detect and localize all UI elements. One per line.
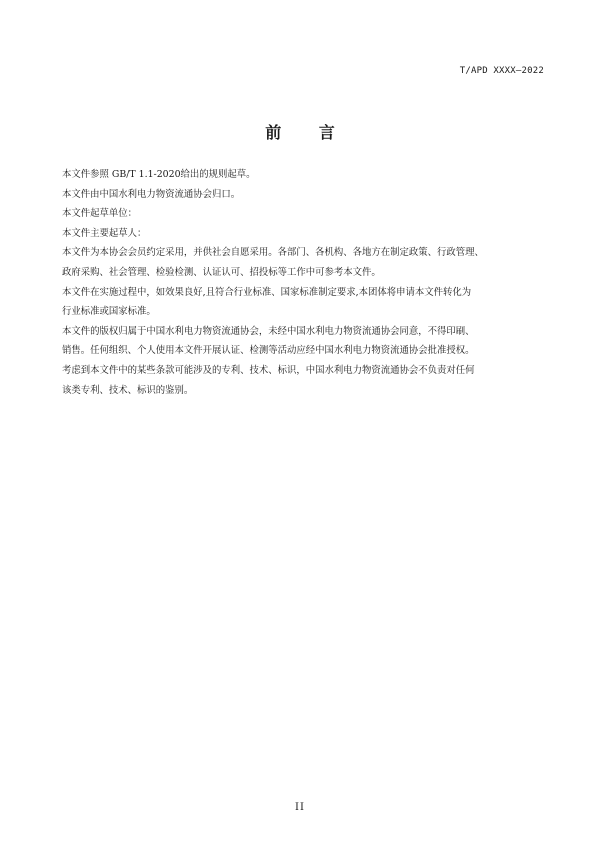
foreword-body <box>62 165 546 400</box>
paragraph-main-drafters <box>62 224 546 244</box>
text-line: 行业标准或国家标准。 <box>62 306 156 318</box>
text-line: 本文件主要起草人： <box>62 227 147 239</box>
text-line: 政府采购、社会管理、检验检测、认证认可、招投标等工作中可参考本文件。 <box>62 266 381 278</box>
text-line: 本文件由中国水利电力物资流通协会归口。 <box>62 188 241 200</box>
text-line: 该类专利、技术、标识的鉴别。 <box>62 384 194 396</box>
paragraph-centralized-by <box>62 185 546 205</box>
paragraph-drafting-rules <box>62 165 546 185</box>
paragraph-implementation <box>62 283 546 322</box>
text-line: 本文件起草单位： <box>62 208 138 220</box>
text-line: 考虑到本文件中的某些条款可能涉及的专利、技术、标识，中国水利电力物资流通协会不负责对任何 <box>62 364 475 376</box>
paragraph-copyright <box>62 322 546 361</box>
text-line: 本文件的版权归属于中国水利电力物资流通协会，未经中国水利电力物资流通协会同意，不得印刷、 <box>62 325 475 337</box>
text-line: 销售。任何组织、个人使用本文件开展认证、检测等活动应经中国水利电力物资流通协会批准授权。 <box>62 345 475 357</box>
paragraph-drafting-units <box>62 204 546 224</box>
text-line: 本文件参照 GB/T 1.1-2020给出的规则起草。 <box>62 169 256 180</box>
page-title: 前 言 <box>265 123 351 142</box>
text-line: 本文件在实施过程中，如效果良好,且符合行业标准、国家标准制定要求,本团体将申请本文件转化为 <box>62 286 472 298</box>
page-number: II <box>295 802 305 813</box>
text-line: 本文件为本协会会员约定采用，并供社会自愿采用。各部门、各机构、各地方在制定政策、行政管理、 <box>62 247 484 259</box>
document-code: T/APD XXXX—2022 <box>459 66 544 76</box>
paragraph-adoption <box>62 243 546 282</box>
paragraph-patent-disclaimer <box>62 361 546 400</box>
